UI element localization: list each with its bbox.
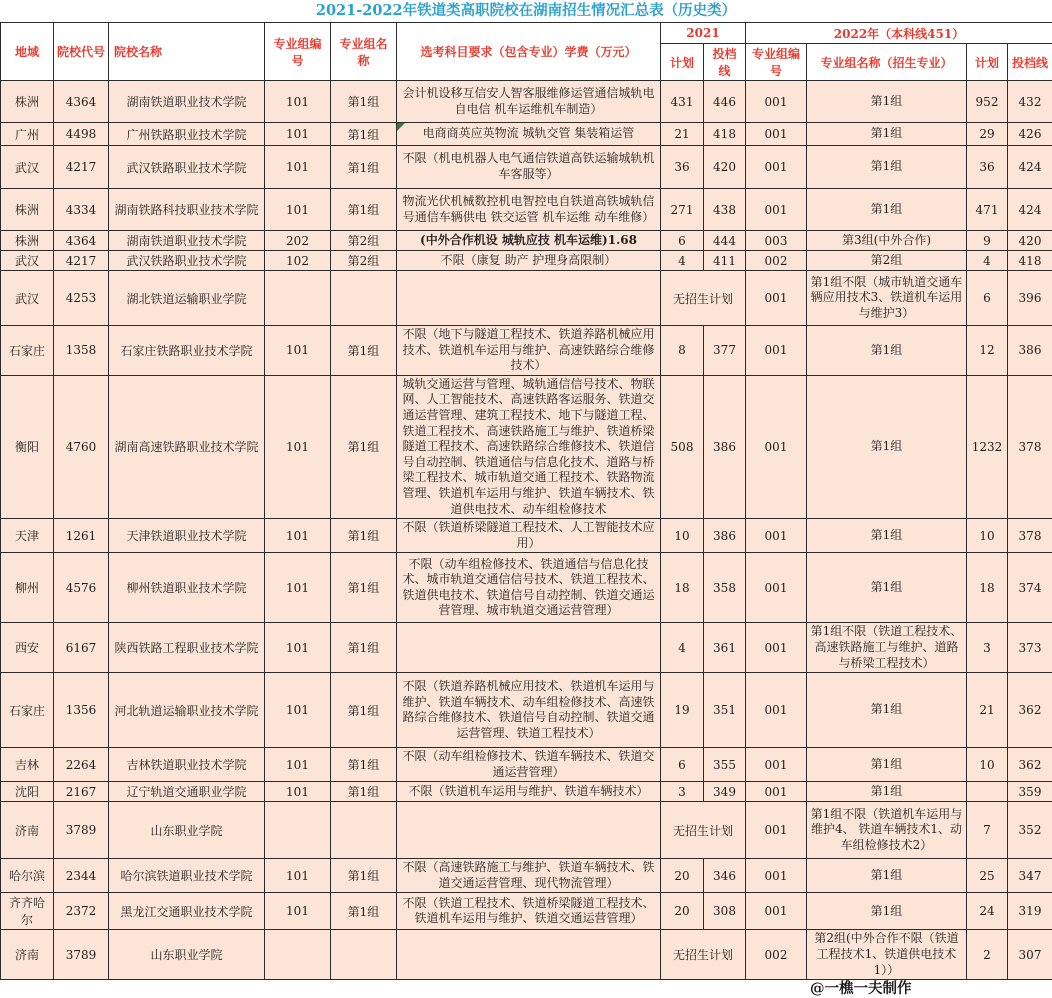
cell-group-name: 第1组 <box>331 673 397 748</box>
cell-subjects: 不限（铁道养路机械应用技术、铁道机车运用与维护、铁道车辆技术、动车组检修技术、高速铁路综合维修技术、铁道信号自动控制、铁道交通运营管理、铁道工程技术） <box>397 673 661 748</box>
cell-subjects <box>397 623 661 673</box>
cell-subjects: 不限（铁道工程技术、铁道桥梁隧道工程技术、铁道机车运用与维护、铁道交通运营管理） <box>397 893 661 930</box>
cell-group-name: 第1组 <box>331 748 397 782</box>
cell-group-name-2022: 第1组 <box>807 326 967 376</box>
cell-region: 株洲 <box>1 189 54 231</box>
cell-group-no <box>265 930 331 980</box>
col-header-group-no: 专业组编号 <box>265 23 331 81</box>
table-row <box>1 271 1052 326</box>
cell-plan-2022: 10 <box>967 748 1008 782</box>
cell-region: 济南 <box>1 930 54 980</box>
cell-group-no-2022: 001 <box>746 782 807 802</box>
cell-plan-2021: 8 <box>661 326 704 376</box>
cell-plan-2022: 10 <box>967 519 1008 553</box>
cell-line-2021: 355 <box>704 748 746 782</box>
cell-region: 西安 <box>1 623 54 673</box>
cell-plan-2022: 29 <box>967 123 1008 146</box>
cell-group-name: 第1组 <box>331 782 397 802</box>
cell-line-2021: 420 <box>704 146 746 189</box>
cell-code: 6167 <box>54 623 109 673</box>
cell-subjects: 电商商英应英物流 城轨交管 集装箱运管 <box>397 123 661 146</box>
cell-no-plan-2021: 无招生计划 <box>661 271 746 326</box>
cell-plan-2022: 471 <box>967 189 1008 231</box>
cell-group-no-2022: 001 <box>746 673 807 748</box>
cell-line-2021: 444 <box>704 231 746 251</box>
cell-line-2021: 346 <box>704 859 746 893</box>
cell-group-no-2022: 001 <box>746 189 807 231</box>
table-row <box>1 81 1052 123</box>
cell-group-name-2022: 第1组 <box>807 893 967 930</box>
cell-plan-2022: 25 <box>967 859 1008 893</box>
cell-school: 辽宁轨道交通职业学院 <box>109 782 265 802</box>
col-header-plan-2022: 计划 <box>967 44 1008 81</box>
cell-line-2022: 319 <box>1008 893 1052 930</box>
cell-group-no <box>265 271 331 326</box>
cell-region: 株洲 <box>1 231 54 251</box>
cell-plan-2021: 271 <box>661 189 704 231</box>
cell-school: 石家庄铁路职业技术学院 <box>109 326 265 376</box>
cell-region: 武汉 <box>1 251 54 271</box>
cell-line-2022: 373 <box>1008 623 1052 673</box>
cell-line-2022: 352 <box>1008 802 1052 859</box>
table-row <box>1 251 1052 271</box>
cell-school: 天津铁道职业技术学院 <box>109 519 265 553</box>
cell-region: 沈阳 <box>1 782 54 802</box>
cell-plan-2021: 20 <box>661 893 704 930</box>
cell-line-2021: 418 <box>704 123 746 146</box>
col-header-line-2021: 投档线 <box>704 44 746 81</box>
cell-plan-2021: 20 <box>661 859 704 893</box>
table-row <box>1 623 1052 673</box>
cell-plan-2021: 6 <box>661 748 704 782</box>
cell-school: 河北轨道运输职业技术学院 <box>109 673 265 748</box>
col-header-region: 地域 <box>1 23 54 81</box>
cell-line-2021: 386 <box>704 375 746 518</box>
cell-group-name-2022: 第1组 <box>807 189 967 231</box>
table-row <box>1 748 1052 782</box>
cell-region: 衡阳 <box>1 375 54 518</box>
col-header-group-name-2022: 专业组名称（招生专业） <box>807 44 967 81</box>
cell-plan-2022: 21 <box>967 673 1008 748</box>
table-row <box>1 231 1052 251</box>
cell-group-name-2022: 第1组 <box>807 519 967 553</box>
cell-school: 柳州铁道职业技术学院 <box>109 553 265 623</box>
cell-line-2022: 359 <box>1008 782 1052 802</box>
cell-plan-2022: 4 <box>967 251 1008 271</box>
cell-code: 3789 <box>54 802 109 859</box>
cell-group-name <box>331 802 397 859</box>
cell-line-2022: 424 <box>1008 189 1052 231</box>
cell-group-no: 101 <box>265 893 331 930</box>
cell-region: 哈尔滨 <box>1 859 54 893</box>
table-row <box>1 553 1052 623</box>
cell-code: 1356 <box>54 673 109 748</box>
table-header <box>1 23 1052 81</box>
cell-plan-2022: 24 <box>967 893 1008 930</box>
cell-plan-2022: 36 <box>967 146 1008 189</box>
cell-code: 4576 <box>54 553 109 623</box>
cell-subjects: 会计机设移互信安人智客服维修运管通信城轨电自电信 机车运维机车制造） <box>397 81 661 123</box>
cell-group-no: 101 <box>265 623 331 673</box>
cell-line-2022: 426 <box>1008 123 1052 146</box>
cell-group-name-2022: 第1组 <box>807 81 967 123</box>
cell-group-no: 101 <box>265 189 331 231</box>
cell-plan-2022: 952 <box>967 81 1008 123</box>
cell-code: 3789 <box>54 930 109 980</box>
cell-group-name-2022: 第1组 <box>807 123 967 146</box>
cell-group-no: 101 <box>265 375 331 518</box>
cell-group-name: 第1组 <box>331 326 397 376</box>
cell-group-no-2022: 001 <box>746 326 807 376</box>
cell-line-2021: 308 <box>704 893 746 930</box>
cell-school: 湖南铁路科技职业技术学院 <box>109 189 265 231</box>
cell-line-2022: 418 <box>1008 251 1052 271</box>
cell-line-2021: 411 <box>704 251 746 271</box>
cell-code: 2167 <box>54 782 109 802</box>
cell-region: 柳州 <box>1 553 54 623</box>
cell-school: 湖北铁道运输职业学院 <box>109 271 265 326</box>
cell-school: 湖南铁道职业技术学院 <box>109 231 265 251</box>
cell-code: 2344 <box>54 859 109 893</box>
cell-line-2021: 349 <box>704 782 746 802</box>
cell-plan-2022: 1232 <box>967 375 1008 518</box>
cell-group-name: 第2组 <box>331 231 397 251</box>
table-row <box>1 782 1052 802</box>
cell-group-no: 102 <box>265 251 331 271</box>
col-header-school: 院校名称 <box>109 23 265 81</box>
cell-plan-2021: 21 <box>661 123 704 146</box>
cell-region: 天津 <box>1 519 54 553</box>
cell-group-name: 第1组 <box>331 553 397 623</box>
cell-school: 山东职业学院 <box>109 802 265 859</box>
cell-group-no-2022: 001 <box>746 859 807 893</box>
cell-school: 陕西铁路工程职业技术学院 <box>109 623 265 673</box>
cell-region: 石家庄 <box>1 326 54 376</box>
cell-subjects <box>397 802 661 859</box>
cell-line-2022: 347 <box>1008 859 1052 893</box>
cell-school: 武汉铁路职业技术学院 <box>109 251 265 271</box>
cell-region: 广州 <box>1 123 54 146</box>
cell-group-no: 101 <box>265 748 331 782</box>
cell-plan-2022: 7 <box>967 802 1008 859</box>
cell-group-no-2022: 002 <box>746 251 807 271</box>
cell-line-2022: 396 <box>1008 271 1052 326</box>
cell-group-name-2022: 第2组(中外合作不限（铁道工程技术1、铁道供电技术1）） <box>807 930 967 980</box>
cell-group-name: 第1组 <box>331 859 397 893</box>
cell-plan-2022: 18 <box>967 553 1008 623</box>
col-header-year-2022: 2022年（本科线451） <box>746 23 1052 44</box>
cell-code: 4253 <box>54 271 109 326</box>
cell-group-no: 101 <box>265 519 331 553</box>
cell-group-no-2022: 002 <box>746 930 807 980</box>
table-row <box>1 146 1052 189</box>
cell-subjects: 不限（铁道桥梁隧道工程技术、人工智能技术应用） <box>397 519 661 553</box>
cell-group-name-2022: 第1组 <box>807 375 967 518</box>
cell-group-no-2022: 001 <box>746 748 807 782</box>
cell-group-name <box>331 271 397 326</box>
cell-group-no-2022: 001 <box>746 623 807 673</box>
cell-line-2021: 438 <box>704 189 746 231</box>
cell-school: 哈尔滨铁道职业技术学院 <box>109 859 265 893</box>
cell-line-2021: 361 <box>704 623 746 673</box>
cell-group-name-2022: 第2组 <box>807 251 967 271</box>
cell-code: 1261 <box>54 519 109 553</box>
cell-region: 株洲 <box>1 81 54 123</box>
cell-subjects: 不限（机电机器人电气通信铁道高铁运输城轨机车客服等） <box>397 146 661 189</box>
cell-line-2021: 358 <box>704 553 746 623</box>
table-row <box>1 189 1052 231</box>
cell-code: 1358 <box>54 326 109 376</box>
cell-region: 石家庄 <box>1 673 54 748</box>
cell-group-no: 101 <box>265 123 331 146</box>
table-body <box>1 81 1052 980</box>
cell-school: 吉林铁道职业技术学院 <box>109 748 265 782</box>
cell-group-no: 101 <box>265 146 331 189</box>
cell-plan-2022: 6 <box>967 271 1008 326</box>
cell-group-name: 第1组 <box>331 375 397 518</box>
cell-group-name: 第1组 <box>331 893 397 930</box>
cell-line-2022: 432 <box>1008 81 1052 123</box>
cell-group-name-2022: 第1组 <box>807 146 967 189</box>
col-header-plan-2021: 计划 <box>661 44 704 81</box>
cell-subjects: 不限（动车组检修技术、铁道车辆技术、铁道交通运营管理） <box>397 748 661 782</box>
admission-table <box>0 22 1052 980</box>
col-header-line-2022: 投档线 <box>1008 44 1052 81</box>
cell-group-name: 第1组 <box>331 189 397 231</box>
cell-subjects: (中外合作机设 城轨应技 机车运维)1.68 <box>397 231 661 251</box>
cell-code: 4760 <box>54 375 109 518</box>
cell-line-2022: 424 <box>1008 146 1052 189</box>
cell-line-2022: 362 <box>1008 673 1052 748</box>
cell-group-name-2022: 第1组不限（城市轨道交通车辆应用技术3、铁道机车运用与维护3） <box>807 271 967 326</box>
cell-group-no-2022: 001 <box>746 893 807 930</box>
cell-plan-2021: 3 <box>661 782 704 802</box>
col-header-code: 院校代号 <box>54 23 109 81</box>
table-row <box>1 802 1052 859</box>
col-header-group-name: 专业组名称 <box>331 23 397 81</box>
cell-subjects: 不限（高速铁路施工与维护、铁道车辆技术、铁道交通运营管理、现代物流管理） <box>397 859 661 893</box>
table-row <box>1 893 1052 930</box>
cell-line-2021: 351 <box>704 673 746 748</box>
comment-marker-icon <box>397 123 405 131</box>
cell-group-name: 第2组 <box>331 251 397 271</box>
cell-plan-2021: 19 <box>661 673 704 748</box>
cell-school: 湖南铁道职业技术学院 <box>109 81 265 123</box>
cell-group-no: 101 <box>265 859 331 893</box>
cell-subjects <box>397 271 661 326</box>
cell-code: 4217 <box>54 146 109 189</box>
col-header-subjects: 选考科目要求（包含专业）学费（万元） <box>397 23 661 81</box>
cell-subjects: 不限（康复 助产 护理身高限制） <box>397 251 661 271</box>
cell-line-2021: 446 <box>704 81 746 123</box>
cell-group-name: 第1组 <box>331 81 397 123</box>
cell-group-no <box>265 802 331 859</box>
page-title: 2021-2022年铁道类高职院校在湖南招生情况汇总表（历史类） <box>0 0 1052 22</box>
cell-line-2022: 378 <box>1008 375 1052 518</box>
cell-code: 4364 <box>54 231 109 251</box>
cell-plan-2021: 36 <box>661 146 704 189</box>
cell-subjects: 不限（地下与隧道工程技术、铁道养路机械应用技术、铁道机车运用与维护、高速铁路综合维修技术） <box>397 326 661 376</box>
cell-line-2022: 378 <box>1008 519 1052 553</box>
table-row <box>1 519 1052 553</box>
cell-subjects: 不限（铁道机车运用与维护、铁道车辆技术） <box>397 782 661 802</box>
cell-group-name: 第1组 <box>331 123 397 146</box>
table-row <box>1 375 1052 518</box>
cell-line-2022: 362 <box>1008 748 1052 782</box>
cell-school: 山东职业学院 <box>109 930 265 980</box>
cell-group-no-2022: 001 <box>746 271 807 326</box>
cell-plan-2022: 12 <box>967 326 1008 376</box>
cell-group-name: 第1组 <box>331 519 397 553</box>
cell-group-name-2022: 第1组 <box>807 859 967 893</box>
cell-group-no: 101 <box>265 673 331 748</box>
cell-group-no: 101 <box>265 326 331 376</box>
cell-group-name-2022: 第1组不限（铁道机车运用与维护4、 铁道车辆技术1、动车组检修技术2） <box>807 802 967 859</box>
table-row <box>1 326 1052 376</box>
cell-group-no-2022: 001 <box>746 123 807 146</box>
cell-group-name-2022: 第1组 <box>807 748 967 782</box>
table-row <box>1 123 1052 146</box>
cell-code: 2372 <box>54 893 109 930</box>
cell-group-name: 第1组 <box>331 623 397 673</box>
cell-region: 齐齐哈尔 <box>1 893 54 930</box>
cell-group-no-2022: 001 <box>746 802 807 859</box>
cell-line-2022: 386 <box>1008 326 1052 376</box>
cell-group-no-2022: 001 <box>746 553 807 623</box>
cell-code: 4334 <box>54 189 109 231</box>
cell-region: 济南 <box>1 802 54 859</box>
cell-plan-2021: 6 <box>661 231 704 251</box>
col-header-group-no-2022: 专业组编号 <box>746 44 807 81</box>
cell-plan-2022: 3 <box>967 623 1008 673</box>
cell-group-no: 101 <box>265 553 331 623</box>
table-row <box>1 673 1052 748</box>
cell-no-plan-2021: 无招生计划 <box>661 802 746 859</box>
cell-group-name-2022: 第1组 <box>807 673 967 748</box>
table-row <box>1 930 1052 980</box>
table-row <box>1 859 1052 893</box>
cell-subjects: 物流光伏机械数控机电智控电自铁道高铁城轨信号通信车辆供电 铁交运管 机车运维 动车维修） <box>397 189 661 231</box>
cell-group-name-2022: 第3组(中外合作) <box>807 231 967 251</box>
cell-group-no: 101 <box>265 81 331 123</box>
cell-region: 武汉 <box>1 271 54 326</box>
cell-group-no: 202 <box>265 231 331 251</box>
cell-code: 2264 <box>54 748 109 782</box>
cell-school: 武汉铁路职业技术学院 <box>109 146 265 189</box>
cell-line-2022: 420 <box>1008 231 1052 251</box>
cell-line-2021: 386 <box>704 519 746 553</box>
cell-subjects <box>397 930 661 980</box>
cell-group-no: 101 <box>265 782 331 802</box>
cell-group-name <box>331 930 397 980</box>
cell-line-2021: 377 <box>704 326 746 376</box>
cell-group-no-2022: 001 <box>746 81 807 123</box>
cell-plan-2022 <box>967 782 1008 802</box>
cell-plan-2022: 9 <box>967 231 1008 251</box>
cell-plan-2021: 431 <box>661 81 704 123</box>
cell-no-plan-2021: 无招生计划 <box>661 930 746 980</box>
cell-code: 4498 <box>54 123 109 146</box>
cell-line-2022: 307 <box>1008 930 1052 980</box>
cell-subjects: 城轨交通运营与管理、城轨通信信号技术、物联网、人工智能技术、高速铁路客运服务、铁道交通运营管理、建筑工程技术、地下与隧道工程、铁道工程技术、高速铁路施工与维护、铁道桥梁隧道工程技术、高速铁路综合维修技术、铁道信号自动控制、铁道通信与信息化技术、道路与桥梁工程技术、城市轨道交通工程技术、铁路物流管理、铁道机车运用与维护、铁道车辆技术、铁道供电技术、动车组检修技术 <box>397 375 661 518</box>
cell-plan-2021: 508 <box>661 375 704 518</box>
cell-group-no-2022: 001 <box>746 146 807 189</box>
cell-school: 黑龙江交通职业技术学院 <box>109 893 265 930</box>
cell-plan-2021: 4 <box>661 623 704 673</box>
cell-school: 湖南高速铁路职业技术学院 <box>109 375 265 518</box>
cell-group-name-2022: 第1组不限（铁道工程技术、高速铁路施工与维护、道路与桥梁工程技术） <box>807 623 967 673</box>
cell-plan-2021: 4 <box>661 251 704 271</box>
cell-region: 吉林 <box>1 748 54 782</box>
cell-code: 4364 <box>54 81 109 123</box>
cell-plan-2021: 10 <box>661 519 704 553</box>
cell-subjects: 不限（动车组检修技术、铁道通信与信息化技术、城市轨道交通信信号技术、铁道工程技术、铁道供电技术、铁道信号自动控制、铁道交通运营管理、城市轨道交通运营管理） <box>397 553 661 623</box>
cell-code: 4217 <box>54 251 109 271</box>
cell-group-name-2022: 第1组 <box>807 782 967 802</box>
cell-plan-2022: 2 <box>967 930 1008 980</box>
cell-plan-2021: 18 <box>661 553 704 623</box>
cell-group-no-2022: 001 <box>746 375 807 518</box>
cell-group-name: 第1组 <box>331 146 397 189</box>
col-header-year-2021: 2021 <box>661 23 746 44</box>
cell-group-name-2022: 第1组 <box>807 553 967 623</box>
watermark: @一樵一夫制作 <box>0 980 1052 998</box>
cell-region: 武汉 <box>1 146 54 189</box>
cell-group-no-2022: 001 <box>746 519 807 553</box>
cell-line-2022: 374 <box>1008 553 1052 623</box>
cell-school: 广州铁路职业技术学院 <box>109 123 265 146</box>
cell-group-no-2022: 003 <box>746 231 807 251</box>
